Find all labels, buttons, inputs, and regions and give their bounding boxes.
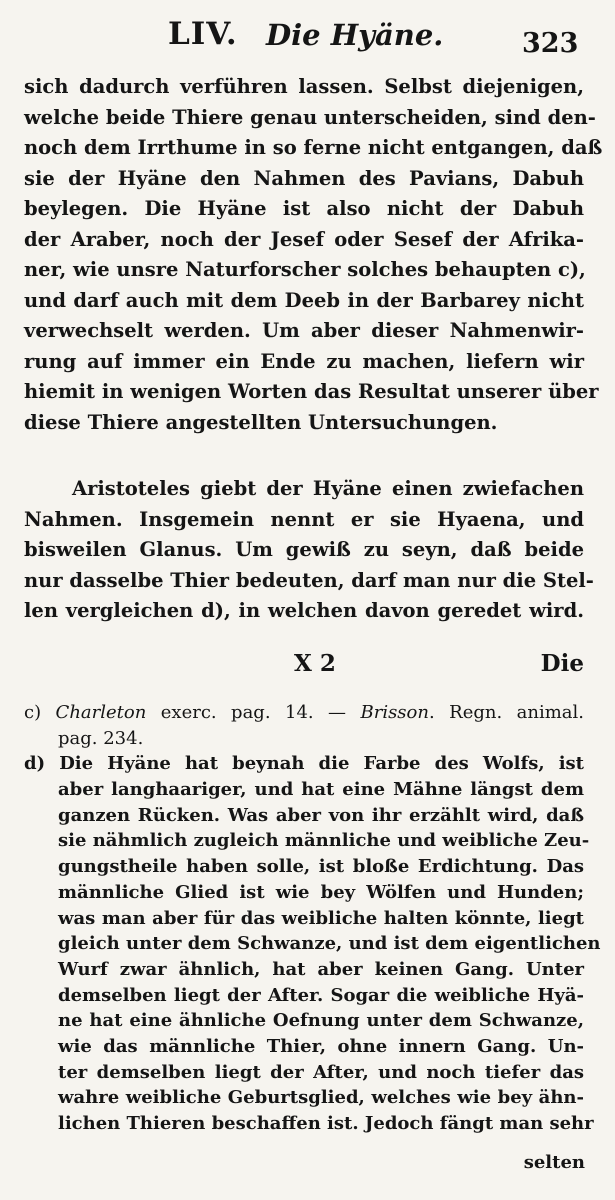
text-line: Aristoteles giebt der Hyäne einen zwiefachen <box>72 477 584 500</box>
footnote-c <box>24 700 584 726</box>
text-line: hiemit in wenigen Worten das Resultat unserer über <box>24 380 599 403</box>
text-line: diese Thiere angestellten Untersuchungen. <box>24 410 498 434</box>
footnote-d-line: wie das männliche Thier, ohne innern Gang. Un- <box>58 1035 584 1057</box>
footnote-d-line: was man aber für das weibliche halten könnte, liegt <box>58 907 584 929</box>
footnote-d-line: aber langhaariger, und hat eine Mähne längst dem <box>58 779 584 801</box>
footnotes <box>24 700 601 1137</box>
signature-row <box>24 650 584 684</box>
text-line: der Araber, noch der Jesef oder Sesef der Afrika- <box>24 227 584 251</box>
footnote-d-line: gleich unter dem Schwanze, und ist dem eigentlichen <box>58 933 601 955</box>
text-line: ner, wie unsre Naturforscher solches behaupten c), <box>24 258 586 281</box>
footnote-d-line: Wurf zwar ähnlich, hat aber keinen Gang. Unter <box>58 958 584 980</box>
paragraph-gap <box>24 438 584 474</box>
footnote-d-line: sie nähmlich zugleich männliche und weibliche Zeu- <box>58 830 590 852</box>
main-text <box>24 72 603 627</box>
text-line: bisweilen Glanus. Um gewiß zu seyn, daß beide <box>24 538 584 561</box>
catchword: Die <box>540 650 584 677</box>
footnote-author: Brisson <box>360 702 429 723</box>
footnote-marker: c) <box>24 702 42 723</box>
footnote-author: Charleton <box>55 702 147 723</box>
footnote-d-line: männliche Glied ist wie bey Wölfen und Hunden; <box>58 881 584 903</box>
text-line: verwechselt werden. Um aber dieser Nahmenwir- <box>24 319 584 342</box>
text-line: sie der Hyäne den Nahmen des Pavians, Dabuh <box>24 166 584 190</box>
page-header <box>0 12 615 62</box>
footnote-d-line: ganzen Rücken. Was aber von ihr erzählt wird, daß <box>58 804 584 826</box>
footnote-text: exerc. pag. 14. — <box>146 702 361 723</box>
footnote-text: . Regn. animal. <box>428 702 584 723</box>
footnote-d-line: demselben liegt der After. Sogar die weibliche Hyä- <box>58 984 584 1006</box>
footnote-d-line: wahre weibliche Geburtsglied, welches wie bey ähn- <box>58 1087 584 1109</box>
running-title: Die Hyäne. <box>266 18 444 52</box>
text-line: len vergleichen d), in welchen davon geredet wird. <box>24 599 584 622</box>
signature-mark: X 2 <box>294 650 336 677</box>
footnote-d-line: ter demselben liegt der After, und noch tiefer das <box>58 1061 584 1083</box>
page-number: 323 <box>522 28 579 59</box>
chapter-number: LIV. <box>168 16 238 52</box>
footnote-d-line: lichen Thieren beschaffen ist. Jedoch fängt man sehr <box>58 1113 594 1134</box>
text-line: Nahmen. Insgemein nennt er sie Hyaena, und <box>24 507 584 531</box>
text-line: und darf auch mit dem Deeb in der Barbarey nicht <box>24 288 584 312</box>
footnote-d-line: ne hat eine ähnliche Oefnung unter dem Schwanze, <box>58 1010 584 1032</box>
footnote-d-line: d) Die Hyäne hat beynah die Farbe des Wolfs, ist <box>24 753 584 775</box>
footnote-catchword: selten <box>523 1152 585 1173</box>
text-line: rung auf immer ein Ende zu machen, liefern wir <box>24 349 584 373</box>
text-line: nur dasselbe Thier bedeuten, darf man nur die Stel- <box>24 568 594 592</box>
text-line: beylegen. Die Hyäne ist also nicht der Dabuh <box>24 197 584 220</box>
text-line: welche beide Thiere genau unterscheiden, sind den- <box>24 105 596 129</box>
text-line: sich dadurch verführen lassen. Selbst diejenigen, <box>24 75 584 98</box>
footnote-c-line: pag. 234. <box>58 727 144 749</box>
text-line: noch dem Irrthume in so ferne nicht entgangen, daß <box>24 136 603 159</box>
footnote-d-line: gungstheile haben solle, ist bloße Erdichtung. Das <box>58 856 584 878</box>
